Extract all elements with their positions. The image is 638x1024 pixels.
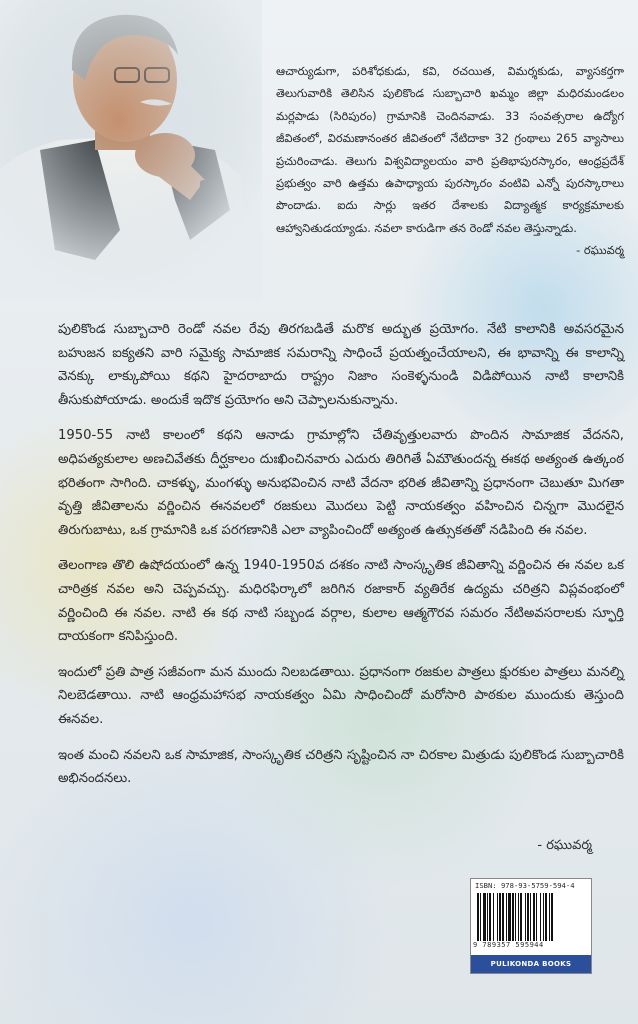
paragraph: ఇంత మంచి నవలని ఒక సామాజిక, సాంస్కృతిక చరిత్రని సృష్టించిన నా చిరకాల మిత్రుడు పులికొండ సుబ్బాచారికి అభినందనలు.: [58, 747, 624, 787]
paragraph: తెలంగాణ తొలి ఉషోదయంలో ఉన్న 1940-1950వ దశకం నాటి సాంస్కృతిక జీవితాన్ని వర్ణించిన ఈ నవల ఒక చారిత్రక నవల అని చెప్పవచ్చు. మధిరఫిర్కాలో జరిగిన రజాకార్ వ్యతిరేక ఉద్యమ చరిత్రని విప్లవంభంలో వర్ణించింది ఈ నవల. నాటి ఈ కథ నాటి సబ్బండ వర్గాల, కులాల ఆత్మగౌరవ సమరం నేటిఅవసరాలకు స్ఫూర్తి దాయకంగా కనిపిస్తుంది.: [58, 558, 624, 645]
paragraph: 1950-55 నాటి కాలంలో కథని ఆనాడు గ్రామాల్లోని చేతివృత్తులవారు పొందిన సామాజిక వేదనని, అధిపత్యకులాల అణచివేతకు దీర్ఘకాలం దుఃఖించినవారు ఎదురు తిరిగితే ఏమౌతుందన్న ఈకథ అత్యంత ఉత్కంఠ భరితంగా సాగింది. చాకళ్ళు, మంగళ్ళు అనుభవించిన నాటి వేదనా భరిత జీవితాన్ని ప్రధానంగా చెబుతూ మిగతా వృత్తి జీవితాలను వర్ణించిన ఈనవలలో రజకులు మొదలు పెట్టి నాయకత్వం వహించిన చిన్నగా మొదలైన తిరుగుబాటు, ఒక గ్రామానికి ఒక పరగణానికి ఎలా వ్యాపించిందో అత్యంత ఉత్సుకతతో నడిపింది ఈ నవల.: [58, 428, 624, 538]
paragraph: పులికొండ సుబ్బాచారి రెండో నవల రేవు తిరగబడితే మరొక అద్భుత ప్రయోగం. నేటి కాలానికి అవసరమైన బహుజన ఐక్యతని వారి సమైక్య సామాజిక సమరాన్ని సాధించే ప్రయత్నంచేయాలని, ఈ భావాన్ని ఈ కాలాన్ని వెనక్కు లాక్కుపోయి కథని హైదరాబాదు రాష్ట్రం నిజాం సంకెళ్ళనుండి విడిపోయిన నాటి కాలానికి తీసుకుపోయాడు. అందుకే ఇదొక ప్రయోగం అని చెప్పాలనుకున్నాను.: [58, 322, 624, 408]
paragraph: ఇందులో ప్రతి పాత్ర సజీవంగా మన ముందు నిలబడతాయి. ప్రధానంగా రజకుల పాత్రలు క్షురకుల పాత్రలు మనల్ని నిలబెడతాయి. నాటి ఆంధ్రమహాసభ నాయకత్వం ఏమి సాధించిందో మరోసారి పాఠకుల ముందుకు తెస్తుంది ఈనవల.: [58, 664, 624, 727]
barcode-number: 9 789357 595944: [473, 941, 544, 949]
barcode-bars: [477, 893, 585, 941]
author-bio: [276, 60, 624, 262]
isbn-label: ISBN: 978-93-5759-594-4: [475, 881, 575, 890]
author-photo: [0, 0, 262, 300]
isbn-barcode: [470, 878, 592, 974]
bio-text: ఆచార్యుడుగా, పరిశోధకుడు, కవి, రచయిత, విమర్శకుడు, వ్యాసకర్తగా తెలుగువారికి తెలిసిన పులికొండ సుబ్బాచారి ఖమ్మం జిల్లా మధిరమండలం మర్లపాడు (సిరిపురం) గ్రామానికి చెందినవాడు. 33 సంవత్సరాల ఉద్యోగ జీవితంలో, విరమణానంతర జీవితంలో నేటిదాకా 32 గ్రంథాలు 265 వ్యాసాలు ప్రచురించాడు. తెలుగు విశ్వవిద్యాలయం వారి ప్రతిభాపురస్కారం, ఆంధ్రప్రదేశ్ ప్రభుత్వం వారి ఉత్తమ ఉపాధ్యాయ పురస్కారం వంటివి ఎన్నో పురస్కారాలు పొందాడు. ఐదు సార్లు ఇతర దేశాలకు విద్యాత్మక కార్యక్రమాలకు ఆహ్వానితుడయ్యాడు. నవలా కారుడిగా తన రెండో నవల తెస్తున్నాడు.: [276, 64, 624, 235]
publisher-label: PULIKONDA BOOKS: [471, 955, 591, 973]
signature: - రఘువర్మ: [537, 838, 592, 853]
bio-signature: - రఘువర్మ: [576, 243, 624, 258]
blurb-body: [58, 318, 624, 803]
